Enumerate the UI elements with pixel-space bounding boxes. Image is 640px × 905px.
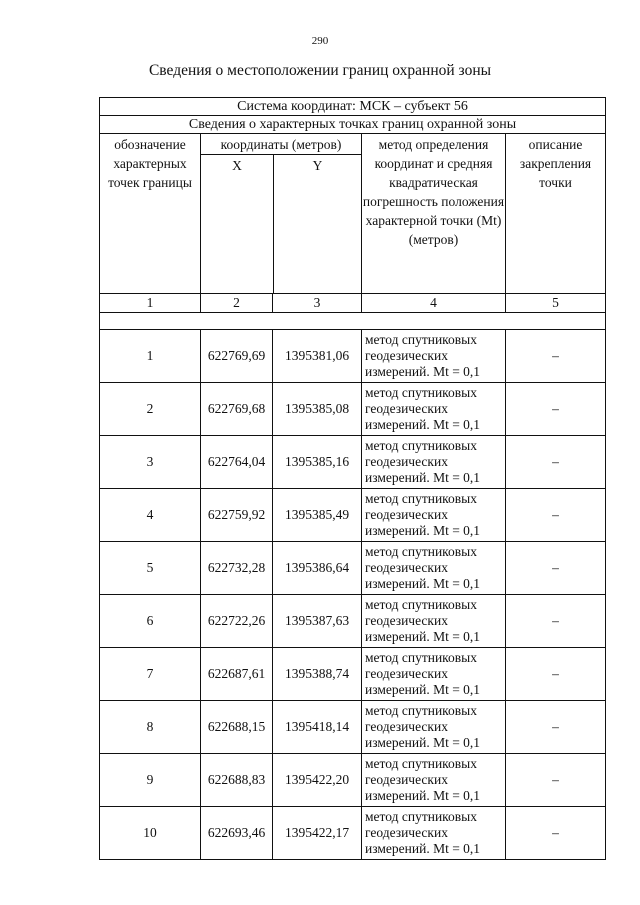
cell-y: 1395422,17 <box>273 807 362 860</box>
table-row <box>100 701 606 754</box>
coordinates-table <box>99 97 606 860</box>
spacer-row <box>100 313 606 330</box>
cell-point: 5 <box>100 542 201 595</box>
cell-description: – <box>506 595 606 648</box>
cell-x: 622687,61 <box>201 648 273 701</box>
cell-method: метод спутниковых геодезических измерений. Mt = 0,1 <box>362 489 506 542</box>
document-title: Сведения о местоположении границ охранной зоны <box>148 62 492 79</box>
cell-y: 1395387,63 <box>273 595 362 648</box>
header-point: обозначение характерных точек границы <box>100 134 201 294</box>
section-caption: Сведения о характерных точках границ охранной зоны <box>100 116 606 134</box>
cell-method: метод спутниковых геодезических измерений. Mt = 0,1 <box>362 542 506 595</box>
cell-description: – <box>506 330 606 383</box>
cell-description: – <box>506 489 606 542</box>
col-number: 4 <box>362 294 506 313</box>
cell-x: 622693,46 <box>201 807 273 860</box>
header-x: X <box>201 155 274 293</box>
table-row <box>100 330 606 383</box>
table-row <box>100 489 606 542</box>
header-coords-label: координаты (метров) <box>201 135 361 155</box>
header-row <box>100 134 606 294</box>
cell-y: 1395388,74 <box>273 648 362 701</box>
cell-x: 622732,28 <box>201 542 273 595</box>
cell-point: 4 <box>100 489 201 542</box>
cell-y: 1395418,14 <box>273 701 362 754</box>
table-row <box>100 648 606 701</box>
table-row <box>100 754 606 807</box>
col-number: 3 <box>273 294 362 313</box>
col-number: 2 <box>201 294 273 313</box>
cell-y: 1395385,49 <box>273 489 362 542</box>
cell-description: – <box>506 754 606 807</box>
column-number-row <box>100 294 606 313</box>
section-caption-row <box>100 116 606 134</box>
system-caption: Система координат: МСК – субъект 56 <box>100 98 606 116</box>
cell-x: 622688,15 <box>201 701 273 754</box>
cell-y: 1395381,06 <box>273 330 362 383</box>
cell-point: 8 <box>100 701 201 754</box>
coords-subheader <box>201 155 361 293</box>
col-number: 1 <box>100 294 201 313</box>
col-number: 5 <box>506 294 606 313</box>
spacer-cell <box>100 313 606 330</box>
cell-point: 3 <box>100 436 201 489</box>
page-number: 290 <box>311 35 329 47</box>
cell-y: 1395422,20 <box>273 754 362 807</box>
cell-description: – <box>506 701 606 754</box>
cell-point: 10 <box>100 807 201 860</box>
cell-y: 1395386,64 <box>273 542 362 595</box>
cell-x: 622769,68 <box>201 383 273 436</box>
cell-method: метод спутниковых геодезических измерений. Mt = 0,1 <box>362 701 506 754</box>
cell-y: 1395385,16 <box>273 436 362 489</box>
cell-x: 622722,26 <box>201 595 273 648</box>
cell-description: – <box>506 436 606 489</box>
table-row <box>100 383 606 436</box>
header-description: описание закрепления точки <box>506 134 606 294</box>
table-row <box>100 436 606 489</box>
cell-point: 6 <box>100 595 201 648</box>
cell-method: метод спутниковых геодезических измерений. Mt = 0,1 <box>362 807 506 860</box>
cell-point: 1 <box>100 330 201 383</box>
cell-point: 9 <box>100 754 201 807</box>
cell-x: 622769,69 <box>201 330 273 383</box>
table-row <box>100 595 606 648</box>
cell-point: 2 <box>100 383 201 436</box>
cell-method: метод спутниковых геодезических измерений. Mt = 0,1 <box>362 436 506 489</box>
system-caption-row <box>100 98 606 116</box>
cell-method: метод спутниковых геодезических измерений. Mt = 0,1 <box>362 383 506 436</box>
cell-method: метод спутниковых геодезических измерений. Mt = 0,1 <box>362 330 506 383</box>
cell-y: 1395385,08 <box>273 383 362 436</box>
cell-point: 7 <box>100 648 201 701</box>
cell-description: – <box>506 807 606 860</box>
cell-method: метод спутниковых геодезических измерений. Mt = 0,1 <box>362 754 506 807</box>
cell-method: метод спутниковых геодезических измерений. Mt = 0,1 <box>362 595 506 648</box>
cell-x: 622688,83 <box>201 754 273 807</box>
header-coords <box>201 134 362 294</box>
cell-description: – <box>506 542 606 595</box>
cell-description: – <box>506 383 606 436</box>
table-row <box>100 807 606 860</box>
cell-x: 622764,04 <box>201 436 273 489</box>
table-row <box>100 542 606 595</box>
cell-description: – <box>506 648 606 701</box>
header-method: метод определения координат и средняя квадратическая погрешность положения характерной точки (Mt) (метров) <box>362 134 506 294</box>
header-y: Y <box>312 158 323 173</box>
cell-method: метод спутниковых геодезических измерений. Mt = 0,1 <box>362 648 506 701</box>
cell-x: 622759,92 <box>201 489 273 542</box>
